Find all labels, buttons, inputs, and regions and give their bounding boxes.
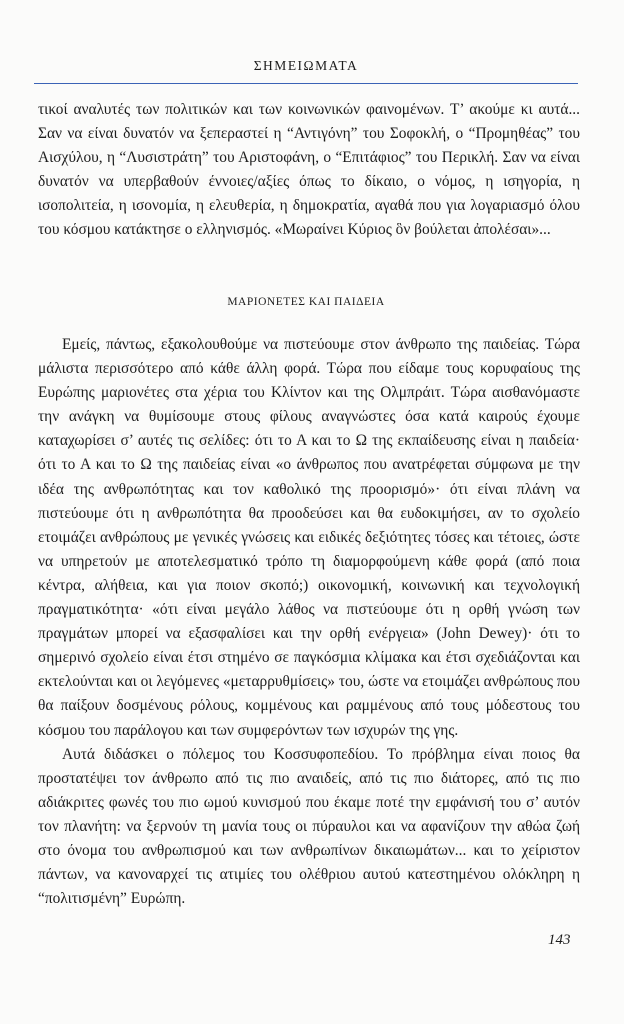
body-paragraph: Εμείς, πάντως, εξακολουθούμε να πιστεύουμε στον άνθρωπο της παιδείας. Τώρα μάλιστα περισσότερο από κάθε άλλη φορά. Τώρα που είδαμε τους κορυφαίους της Ευρώπης μαριονέτες στα χέρια του Κλίντον και της Ολμπράιτ. Τώρα αισθανόμαστε την ανάγκη να θυμίσουμε στους φίλους αναγνώστες όσα κατά καιρούς έχουμε καταχωρίσει σ’ αυτές τις σελίδες: ότι το Α και το Ω της εκπαίδευσης είναι η παιδεία· ότι το Α και το Ω της παιδείας είναι «ο άνθρωπος που ανατρέφεται σύμφωνα με την ιδέα της ανθρωπότητας και τον καθολικό της προορισμό»· ότι είναι πλάνη να πιστεύουμε ότι η ανθρωπότητα θα προοδεύσει και θα ευδοκιμήσει, αν το σχολείο ετοιμάζει ανθρώπους με γενικές γνώσεις και ειδικές δεξιότητες τόσες και τέτοιες, ώστε να υπηρετούν με αποτελεσματικό τρόπο τη διαμορφούμενη κάθε φορά (από ποια κέντρα, αλήθεια, και για ποιον σκοπό;) οικονομική, κοινωνική και τεχνολογική πραγματικότητα· «ότι είναι μεγάλο λάθος να πιστεύουμε ότι η ορθή γνώση των πραγμάτων μπορεί να εξασφαλίσει και την ορθή ενέργεια» (John Dewey)· ότι το σημερινό σχολείο είναι έτσι στημένο σε παγκόσμια κλίμακα και έτσι σχεδιάζονται και εκτελούνται και οι λεγόμενες «μεταρρυθμίσεις» του, ώστε να ετοιμάζει ανθρώπους που θα παίξουν δοσμένους ρόλους, κομμένους και ραμμένους από τους μόδεστους του κόσμου του παράλογου και των συμφερόντων των ισχυρών της γης.	[38, 336, 580, 739]
header-rule	[34, 83, 578, 84]
running-header: ΣΗΜΕΙΩΜΑΤΑ	[253, 58, 359, 73]
continued-paragraph: τικοί αναλυτές των πολιτικών και των κοινωνικών φαινομένων. Τ’ ακούμε κι αυτά... Σαν να είναι δυνατόν να ξεπεραστεί η “Αντιγόνη” του Σοφοκλή, ο “Προμηθέας” του Αισχύλου, η “Λυσιστράτη” του Αριστοφάνη, ο “Επιτάφιος” του Περικλή. Σαν να είναι δυνατόν να υπερβαθούν έννοιες/αξίες όπως το δίκαιο, ο νόμος, η ισηγορία, η ισοπολιτεία, η ισονομία, η ελευθερία, η δημοκρατία, αγαθά που για λογαριασμό όλου του κόσμου κατάκτησε ο ελληνισμός. «Μωραίνει Κύριος ὃν βούλεται ἀπολέσαι»...	[38, 101, 580, 239]
top-text-block	[38, 98, 580, 243]
section-text-block	[38, 333, 580, 911]
section-title: ΜΑΡΙΟΝΕΤΕΣ ΚΑΙ ΠΑΙΔΕΙΑ	[227, 296, 385, 308]
page-number: 143	[548, 932, 571, 948]
body-paragraph: Αυτά διδάσκει ο πόλεμος του Κοσσυφοπεδίου. Το πρόβλημα είναι ποιος θα προστατέψει τον άνθρωπο από τις πιο αναιδείς, από τις πιο διάτορες, από τις πιο αδιάκριτες φωνές του πιο ωμού κυνισμού που έκαμε ποτέ την εμφάνισή του σ’ αυτόν τον πλανήτη: να ξερνούν τη μανία τους οι πύραυλοι και να αφανίζουν την αθώα ζωή στο όνομα του ανθρωπισμού και των ανθρωπίνων δικαιωμάτων... και το χείριστον πάντων, να κανοναρχεί τις ατιμίες του ολέθριου αυτού κατεστημένου ολόκληρη η “πολιτισμένη” Ευρώπη.	[38, 745, 580, 908]
